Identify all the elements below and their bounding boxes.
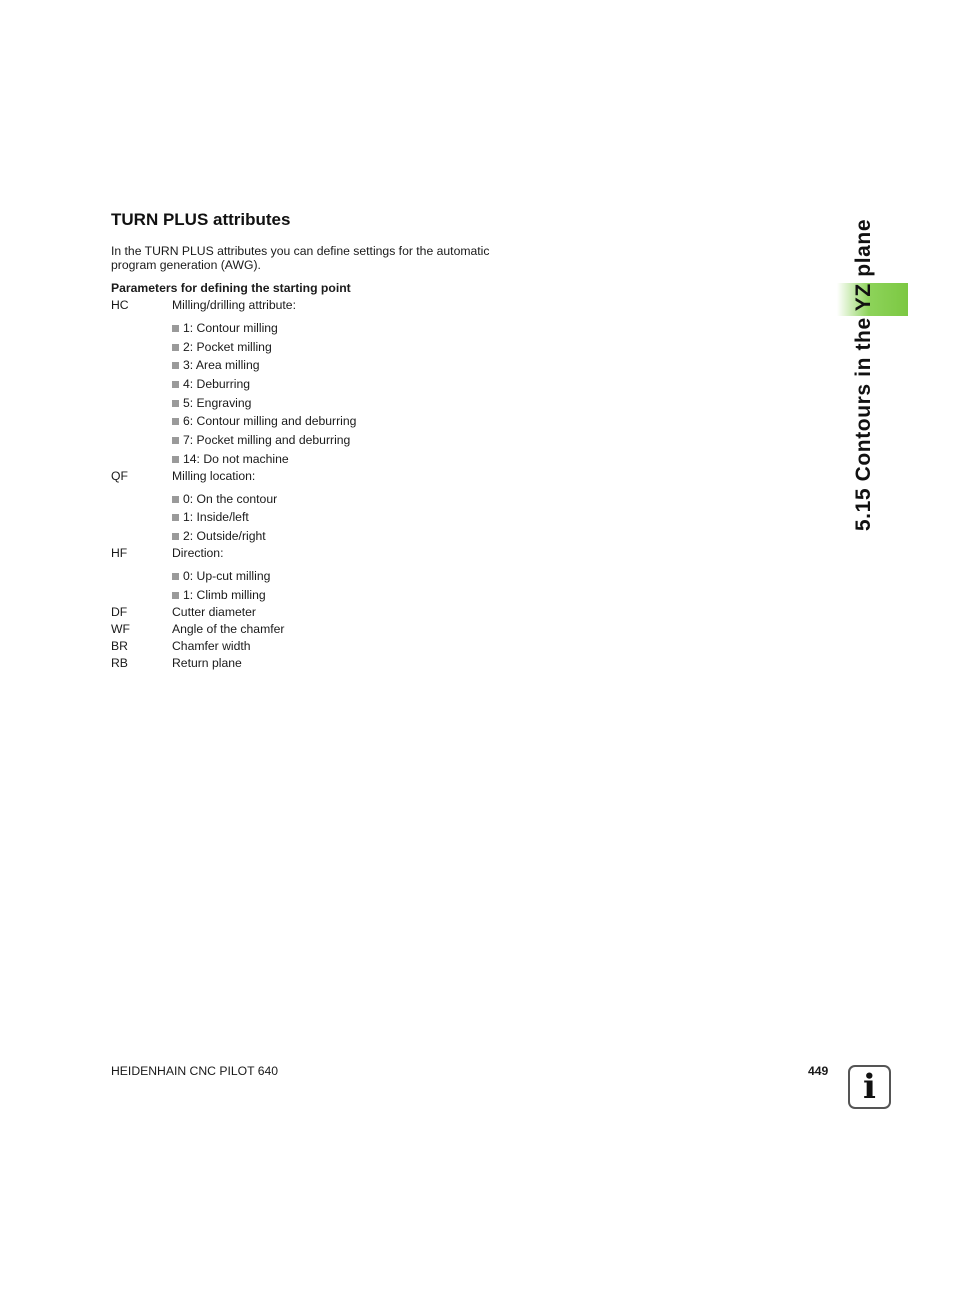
- param-code: QF: [111, 469, 128, 483]
- option-item: 2: Outside/right: [172, 529, 266, 543]
- square-bullet-icon: [172, 325, 179, 332]
- option-item: 3: Area milling: [172, 358, 260, 372]
- square-bullet-icon: [172, 362, 179, 369]
- param-code: BR: [111, 639, 128, 653]
- param-desc: Cutter diameter: [172, 605, 256, 619]
- footer-product-name: HEIDENHAIN CNC PILOT 640: [111, 1064, 279, 1078]
- option-item: 2: Pocket milling: [172, 340, 272, 354]
- param-desc: Milling location:: [172, 469, 256, 483]
- param-desc: Milling/drilling attribute:: [172, 298, 296, 312]
- square-bullet-icon: [172, 496, 179, 503]
- option-item: 6: Contour milling and deburring: [172, 414, 356, 428]
- parameters-subheading: Parameters for defining the starting point: [111, 281, 351, 295]
- param-desc: Angle of the chamfer: [172, 622, 285, 636]
- option-item: 0: On the contour: [172, 492, 277, 506]
- square-bullet-icon: [172, 418, 179, 425]
- square-bullet-icon: [172, 381, 179, 388]
- option-item: 5: Engraving: [172, 396, 251, 410]
- intro-paragraph: In the TURN PLUS attributes you can define settings for the automatic program generation (AWG).: [111, 244, 490, 272]
- square-bullet-icon: [172, 400, 179, 407]
- square-bullet-icon: [172, 573, 179, 580]
- param-code: HF: [111, 546, 128, 560]
- page-number: 449: [808, 1064, 829, 1078]
- param-code: WF: [111, 622, 130, 636]
- param-desc: Chamfer width: [172, 639, 251, 653]
- square-bullet-icon: [172, 437, 179, 444]
- square-bullet-icon: [172, 592, 179, 599]
- option-item: 14: Do not machine: [172, 452, 289, 466]
- section-title: TURN PLUS attributes: [111, 210, 291, 229]
- square-bullet-icon: [172, 514, 179, 521]
- square-bullet-icon: [172, 344, 179, 351]
- square-bullet-icon: [172, 533, 179, 540]
- param-code: RB: [111, 656, 128, 670]
- chapter-side-title: 5.15 Contours in the YZ plane: [852, 218, 875, 532]
- info-icon: i: [848, 1065, 891, 1109]
- option-item: 1: Contour milling: [172, 321, 278, 335]
- option-item: 1: Inside/left: [172, 510, 249, 524]
- param-code: HC: [111, 298, 129, 312]
- option-item: 7: Pocket milling and deburring: [172, 433, 350, 447]
- option-item: 4: Deburring: [172, 377, 250, 391]
- param-code: DF: [111, 605, 128, 619]
- option-item: 0: Up-cut milling: [172, 569, 270, 583]
- param-desc: Direction:: [172, 546, 224, 560]
- option-item: 1: Climb milling: [172, 588, 266, 602]
- param-desc: Return plane: [172, 656, 242, 670]
- square-bullet-icon: [172, 456, 179, 463]
